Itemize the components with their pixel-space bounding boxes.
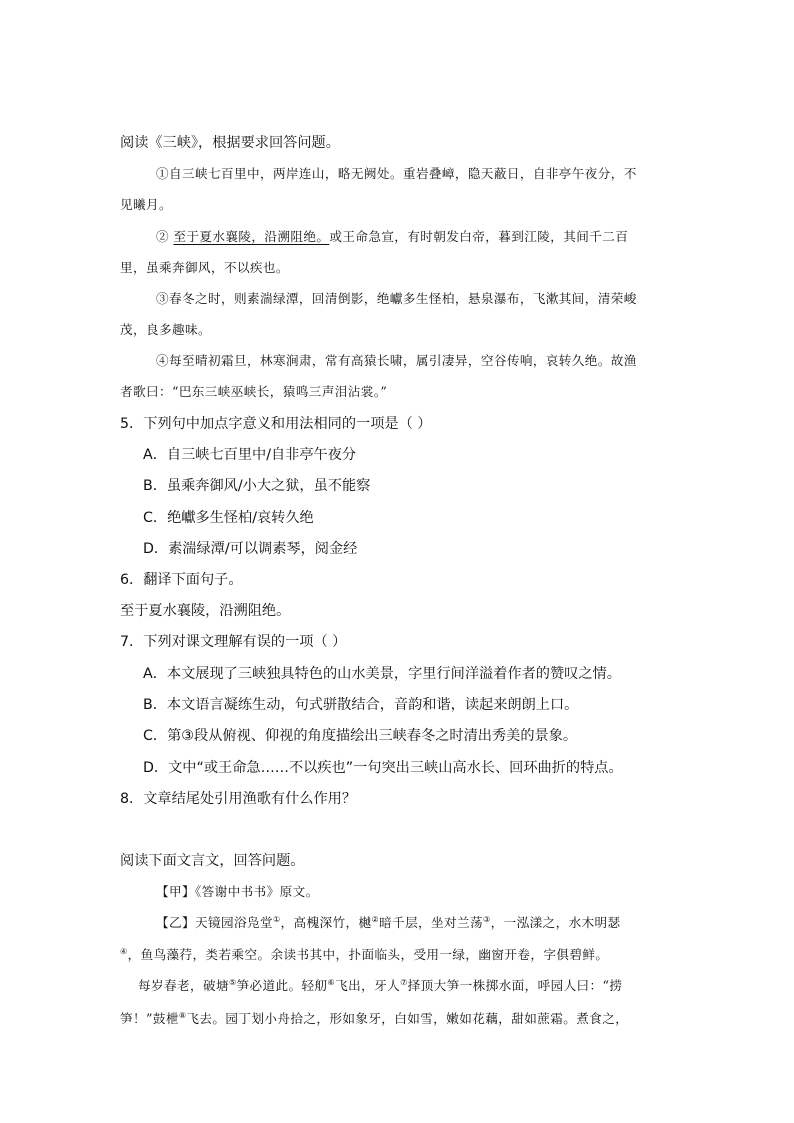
passage2-intro: 阅读下面文言文，回答问题。 [120,853,305,869]
para3-line2-a: 笋！”鼓枻 [120,1011,179,1026]
footnote-7: ⑦ [400,977,408,987]
para3-text-c: 飞出，牙人 [335,978,401,993]
passage2-yi-line2 [120,945,608,965]
passage2-para3-line2 [120,1009,628,1029]
footnote-2: ② [371,914,380,924]
question-7-option-d: D．文中“或王命急……不以疾也”一句突出三峡山高水长、回环曲折的特点。 [143,760,623,776]
passage1-para1-line1: ①自三峡七百里中，两岸连山，略无阙处。重岩叠嶂，隐天蔽日，自非亭午夜分，不 [156,166,637,181]
question-7-option-b: B．本文语言凝练生动，句式骈散结合，音韵和谐，读起来朗朗上口。 [143,697,579,713]
passage1-para1-line2: 见曦月。 [120,197,172,212]
question-7-option-a: A．本文展现了三峡独具特色的山水美景，字里行间洋溢着作者的赞叹之情。 [143,666,621,682]
question-5-option-b: B．虽乘奔御风/小大之狱，虽不能察 [143,478,371,494]
para2-marker: ② [156,229,169,244]
passage1-para4-line1: ④每至晴初霜旦，林寒涧肃，常有高猿长啸，属引凄异，空谷传响，哀转久绝。故渔 [156,353,637,368]
footnote-1: ① [272,914,281,924]
question-7: 7．下列对课文理解有误的一项（ ） [120,634,347,650]
question-6-sentence: 至于夏水襄陵，沿溯阻绝。 [120,603,291,619]
question-5-option-a: A．自三峡七百里中/自非亭午夜分 [143,447,357,463]
yi-text-c: 暗千层，坐对兰荡 [379,915,484,930]
yi-text-b: ，高槐深竹，樾 [280,915,372,930]
para3-text-b: 笋必道此。轻舠 [236,978,328,993]
yi-text-a: 【乙】天镜园浴凫堂 [156,915,273,930]
question-5-option-d: D．素湍绿潭/可以调素琴，阅金经 [143,541,358,557]
question-7-option-c: C．第③段从俯视、仰视的角度描绘出三峡春冬之时清出秀美的景象。 [143,728,578,744]
yi-text-d: ，一泓漾之，水木明瑟 [490,915,621,930]
footnote-8: ⑧ [178,1010,187,1020]
footnote-4: ④ [120,946,128,956]
question-6: 6．翻译下面句子。 [120,572,243,588]
para3-text-d: 择顶大笋一株掷水面，呼园人曰：“捞 [407,978,623,993]
para3-text-a: 每岁春老，破塘 [138,978,229,993]
passage1-para3-line1: ③春冬之时，则素湍绿潭，回清倒影，绝巘多生怪柏，悬泉瀑布，飞漱其间，清荣峻 [156,291,637,306]
para2-rest: 或王命急宣，有时朝发白帝，暮到江陵，其间千二百 [329,229,629,244]
footnote-6: ⑥ [327,977,336,987]
para2-underlined-sentence: 至于夏水襄陵，沿溯阻绝。 [173,229,330,244]
passage1-para2-line2: 里，虽乘奔御风，不以疾也。 [120,260,289,275]
para3-line2-b: 飞去。园丁划小舟拾之，形如象牙，白如雪，嫩如花藕，甜如蔗霜。煮食之， [186,1011,629,1026]
question-8: 8．文章结尾处引用渔歌有什么作用？ [120,791,357,807]
passage1-para3-line2: 茂，良多趣味。 [120,322,211,337]
passage1-intro: 阅读《三峡》，根据要求回答问题。 [120,135,340,151]
footnote-3: ③ [483,914,491,924]
footnote-5: ⑤ [228,977,237,987]
passage2-yi-line1 [156,913,621,933]
yi-line2-text: ，鱼鸟藻荇，类若乘空。余读书其中，扑面临头，受用一绿，幽窗开卷，字俱碧鲜。 [127,947,609,962]
passage2-para3-line1 [138,976,622,996]
passage1-para4-line2: 者歌曰：“巴东三峡巫峡长，猿鸣三声泪沾裳。” [120,384,388,399]
question-5-option-c: C．绝巘多生怪柏/哀转久绝 [143,510,314,526]
question-5: 5．下列句中加点字意义和用法相同的一项是（ ） [120,416,432,432]
passage1-para2-line1 [156,227,628,247]
passage2-jia: 【甲】《答谢中书书》原文。 [156,884,319,899]
